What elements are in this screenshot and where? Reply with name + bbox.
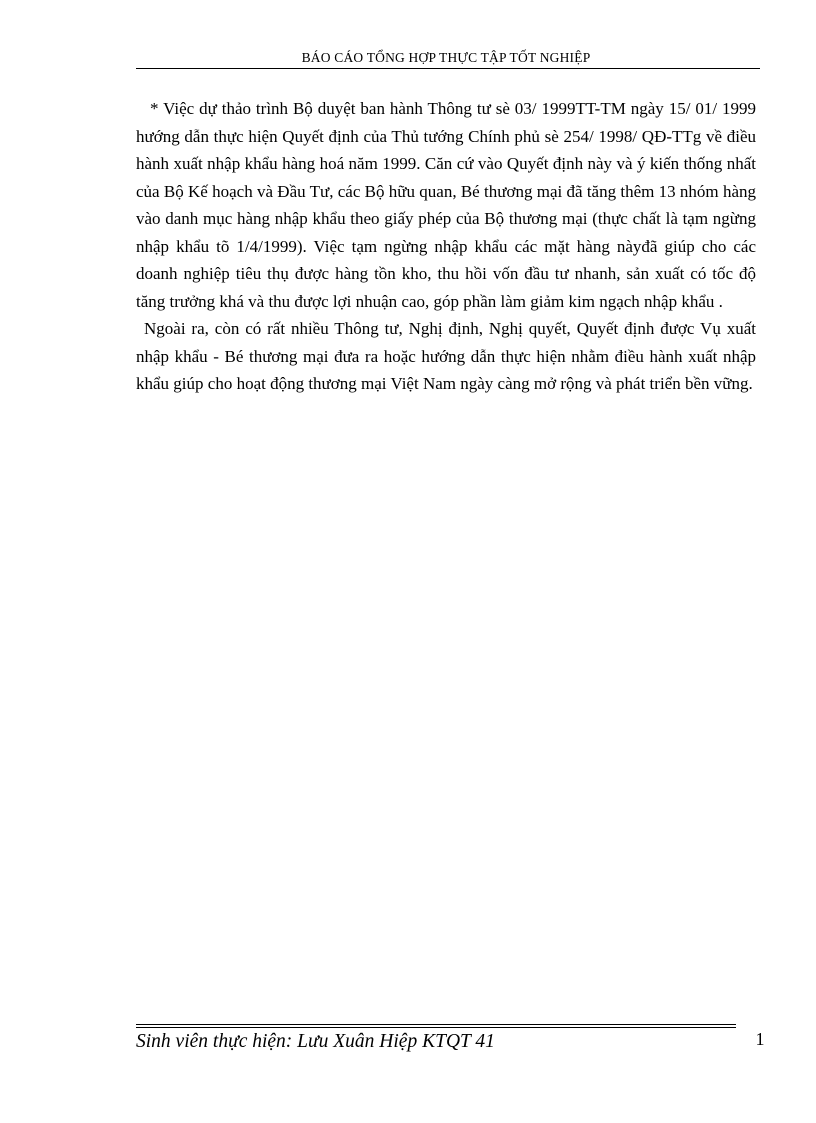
paragraph-2: Ngoài ra, còn có rất nhiều Thông tư, Nghị định, Nghị quyết, Quyết định được Vụ xuất nhập khẩu - Bé thương mại đưa ra hoặc hướng dẫn thực hiện nhằm điều hành xuất nhập khẩu giúp cho hoạt động thương mại Việt Nam ngày càng mở rộng và phát triển bền vững.	[136, 319, 756, 393]
running-header-title: BÁO CÁO TỔNG HỢP THỰC TẬP TỐT NGHIỆP	[301, 50, 591, 65]
footer-author-line: Sinh viên thực hiện: Lưu Xuân Hiệp KTQT 41	[136, 1031, 495, 1052]
page-number: 1	[755, 1029, 765, 1049]
header-divider	[136, 68, 760, 69]
footer-divider-top	[136, 1024, 736, 1025]
body-text	[136, 95, 756, 398]
paragraph-1: * Việc dự thảo trình Bộ duyệt ban hành Thông tư sè 03/ 1999TT-TM ngày 15/ 01/ 1999 hướng dẫn thực hiện Quyết định của Thủ tướng Chính phủ sè 254/ 1998/ QĐ-TTg về điều hành xuất nhập khẩu hàng hoá năm 1999. Căn cứ vào Quyết định này và ý kiến thống nhất của Bộ Kế hoạch và Đầu Tư, các Bộ hữu quan, Bé thương mại đã tăng thêm 13 nhóm hàng vào danh mục hàng nhập khẩu theo giấy phép của Bộ thương mại (thực chất là tạm ngừng nhập khẩu tõ 1/4/1999). Việc tạm ngừng nhập khẩu các mặt hàng nàyđã giúp cho các doanh nghiệp tiêu thụ được hàng tồn kho, thu hồi vốn đầu tư nhanh, sản xuất có tốc độ tăng trưởng khá và thu được lợi nhuận cao, góp phần làm giảm kim ngạch nhập khẩu .	[136, 99, 756, 311]
footer-divider-bottom	[136, 1027, 736, 1028]
